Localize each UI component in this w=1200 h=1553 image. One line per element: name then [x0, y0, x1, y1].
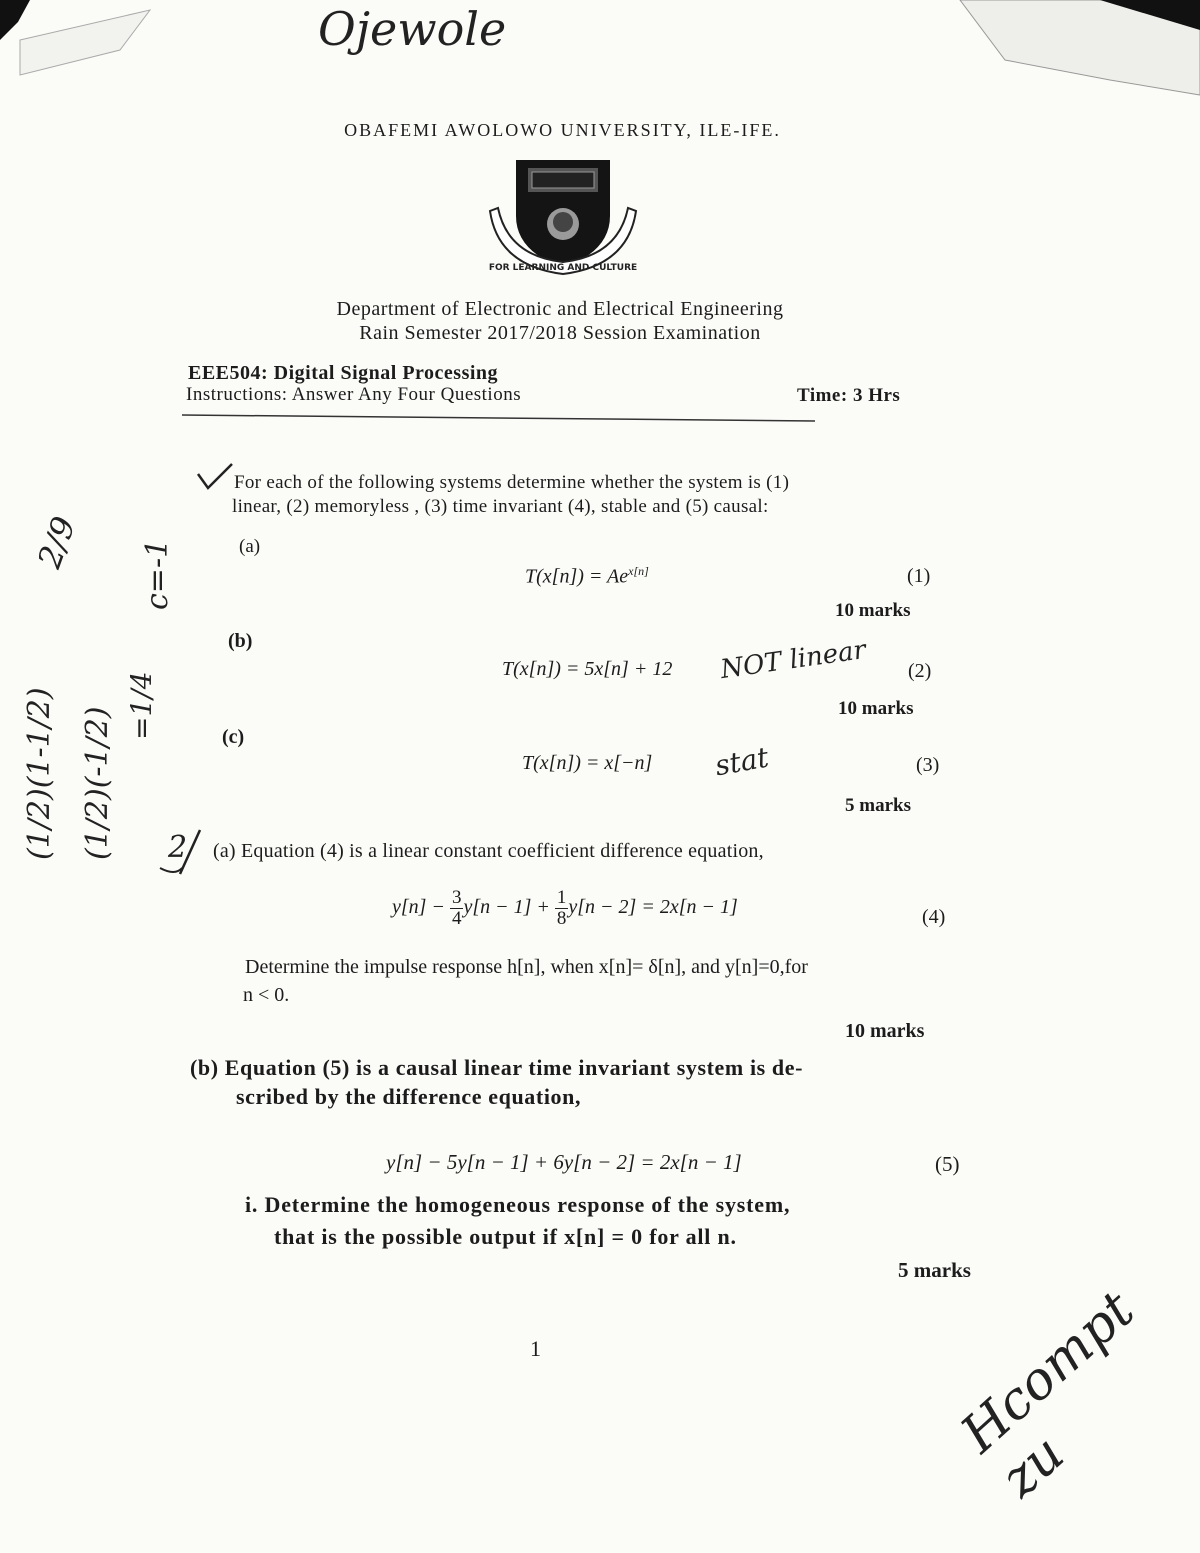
q1-intro-line1: For each of the following systems determine whether the system is (1) [234, 472, 790, 493]
exam-time: Time: 3 Hrs [797, 385, 901, 406]
q1-b-equation: T(x[n]) = 5x[n] + 12 [502, 658, 673, 680]
handwritten-note-bottom: Hcompt zu [950, 1279, 1146, 1510]
university-crest [488, 156, 638, 281]
margin-note-2: c=-1 [140, 538, 175, 610]
q1-intro-line2: linear, (2) memoryless , (3) time invariant (4), stable and (5) causal: [232, 496, 769, 517]
exam-session: Rain Semester 2017/2018 Session Examination [359, 322, 761, 344]
q2-slash-mark [150, 828, 210, 878]
university-name: OBAFEMI AWOLOWO UNIVERSITY, ILE-IFE. [344, 120, 781, 140]
q2-a-determine-line1: Determine the impulse response h[n], when x[n]= δ[n], and y[n]=0,for [245, 956, 808, 978]
q2-a-text: (a) Equation (4) is a linear constant coefficient difference equation, [213, 840, 764, 862]
q2-b-i-line1: i. Determine the homogeneous response of the system, [245, 1192, 791, 1217]
q1-c-marks: 5 marks [845, 795, 911, 816]
q1-b-eq-number: (2) [908, 660, 932, 682]
q1-c-label: (c) [222, 726, 245, 748]
q2-b-line2: scribed by the difference equation, [236, 1084, 582, 1109]
margin-note-1: 2/9 [30, 511, 84, 573]
q2-a-determine-line2: n < 0. [243, 984, 290, 1006]
handwritten-name: Ojewole [318, 2, 507, 56]
eq4-number: (4) [922, 906, 946, 928]
check-mark-icon [196, 462, 236, 492]
department-name: Department of Electronic and Electrical Engineering [336, 298, 784, 320]
q2-b-i-marks: 5 marks [898, 1258, 971, 1282]
q2-b-i-line2: that is the possible output if x[n] = 0 for all n. [274, 1224, 737, 1249]
svg-text:FOR LEARNING AND CULTURE: FOR LEARNING AND CULTURE [488, 263, 638, 273]
page-number: 1 [530, 1336, 541, 1361]
equation-4: y[n] − $\frac{3}{4}$ y[n − 1] + $\frac{1}{8}$ y[n − 2] = 2x[n − 1] [392, 887, 738, 929]
q1-a-marks: 10 marks [835, 600, 911, 621]
q1-a-label: (a) [239, 536, 261, 557]
q1-c-eq-number: (3) [916, 754, 940, 776]
q1-b-label: (b) [228, 630, 253, 652]
q1-c-equation: T(x[n]) = x[−n] [522, 752, 653, 774]
q2-number: 2 [168, 830, 188, 865]
q1-b-marks: 10 marks [838, 698, 914, 719]
margin-note-3: =1/4 [125, 671, 158, 740]
q1-a-equation: $T(x[n]) = Ae^{x[n]}$ [525, 564, 649, 588]
course-title: EEE504: Digital Signal Processing [188, 362, 499, 384]
equation-5: y[n] − 5y[n − 1] + 6y[n − 2] = 2x[n − 1] [386, 1150, 742, 1174]
eq5-number: (5) [935, 1152, 960, 1176]
q2-b-line1: (b) Equation (5) is a causal linear time invariant system is de- [190, 1055, 804, 1080]
margin-note-5: (1/2)(1-1/2) [22, 687, 57, 860]
instructions: Instructions: Answer Any Four Questions [186, 384, 522, 405]
q2-a-marks: 10 marks [845, 1020, 925, 1042]
handwritten-note-c: stat [712, 740, 772, 783]
margin-note-4: (1/2)(-1/2) [80, 706, 115, 860]
handwritten-note-b: NOT linear [718, 634, 868, 686]
q1-a-eq-number: (1) [907, 565, 931, 587]
